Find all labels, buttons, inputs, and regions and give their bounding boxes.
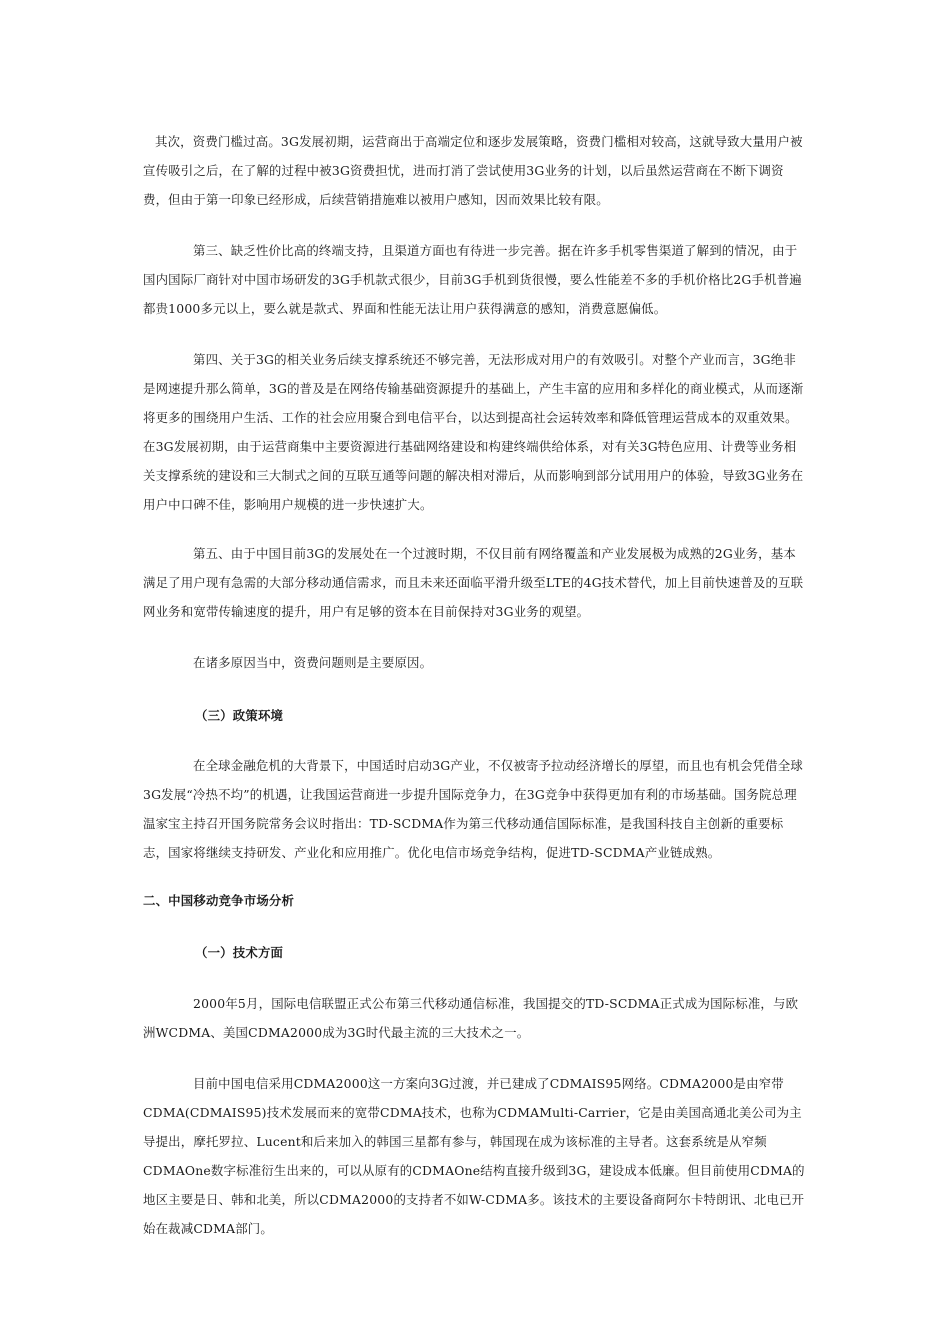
- paragraph-cdma2000: 目前中国电信采用CDMA2000这一方案向3G过渡，并已建成了CDMAIS95网络。CDMA2000是由窄带CDMA(CDMAIS95)技术发展而来的宽带CDMA技术，也称为CDMAMulti-Carrier，它是由美国高通北美公司为主导提出，摩托罗拉、Lucent和后来加入的韩国三星都有参与，韩国现在成为该标准的主导者。这套系统是从窄频CDMAOne数字标准衍生出来的，可以从原有的CDMAOne结构直接升级到3G，建设成本低廉。但目前使用CDMA的地区主要是日、韩和北美，所以CDMA2000的支持者不如W-CDMA多。该技术的主要设备商阿尔卡特朗讯、北电已开始在裁减CDMA部门。: [143, 1076, 805, 1236]
- paragraph-support-systems: 第四、关于3G的相关业务后续支撑系统还不够完善，无法形成对用户的有效吸引。对整个产业而言，3G绝非是网速提升那么简单，3G的普及是在网络传输基础资源提升的基础上，产生丰富的应用和多样化的商业模式，从而逐渐将更多的围绕用户生活、工作的社会应用聚合到电信平台，以达到提高社会运转效率和降低管理运营成本的双重效果。在3G发展初期，由于运营商集中主要资源进行基础网络建设和构建终端供给体系，对有关3G特色应用、计费等业务相关支撑系统的建设和三大制式之间的互联互通等问题的解决相对滞后，从而影响到部分试用用户的体验，导致3G业务在用户中口碑不佳，影响用户规模的进一步快速扩大。: [143, 352, 804, 512]
- section-heading-policy-environment: （三）政策环境: [195, 708, 284, 723]
- section-heading-technology: （一）技术方面: [195, 945, 284, 960]
- paragraph-policy: 在全球金融危机的大背景下，中国适时启动3G产业，不仅被寄予拉动经济增长的厚望，而且也有机会凭借全球3G发展“冷热不均”的机遇，让我国运营商进一步提升国际竞争力，在3G竞争中获得更加有利的市场基础。国务院总理温家宝主持召开国务院常务会议时指出：TD-SCDMA作为第三代移动通信国际标准，是我国科技自主创新的重要标志，国家将继续支持研发、产业化和应用推广。优化电信市场竞争结构，促进TD-SCDMA产业链成熟。: [143, 758, 803, 860]
- paragraph-transition-period: 第五、由于中国目前3G的发展处在一个过渡时期，不仅目前有网络覆盖和产业发展极为成熟的2G业务，基本满足了用户现有急需的大部分移动通信需求，而且未来还面临平滑升级至LTE的4G技术替代，加上目前快速普及的互联网业务和宽带传输速度的提升，用户有足够的资本在目前保持对3G业务的观望。: [143, 546, 804, 619]
- paragraph-main-reason: 在诸多原因当中，资费问题则是主要原因。: [193, 655, 433, 670]
- paragraph-handset-support: 第三、缺乏性价比高的终端支持，且渠道方面也有待进一步完善。据在许多手机零售渠道了解到的情况，由于国内国际厂商针对中国市场研发的3G手机款式很少，目前3G手机到货很慢，要么性能差不多的手机价格比2G手机普遍都贵1000多元以上，要么就是款式、界面和性能无法让用户获得满意的感知，消费意愿偏低。: [143, 243, 802, 316]
- paragraph-tariff-threshold: 其次，资费门槛过高。3G发展初期，运营商出于高端定位和逐步发展策略，资费门槛相对较高，这就导致大量用户被宣传吸引之后，在了解的过程中被3G资费担忧，进而打消了尝试使用3G业务的计划，以后虽然运营商在不断下调资费，但由于第一印象已经形成，后续营销措施难以被用户感知，因而效果比较有限。: [143, 134, 803, 207]
- chapter-heading-market-analysis: 二、中国移动竞争市场分析: [143, 893, 295, 908]
- paragraph-itu-standard: 2000年5月，国际电信联盟正式公布第三代移动通信标准，我国提交的TD-SCDMA正式成为国际标准，与欧洲WCDMA、美国CDMA2000成为3G时代最主流的三大技术之一。: [143, 996, 799, 1040]
